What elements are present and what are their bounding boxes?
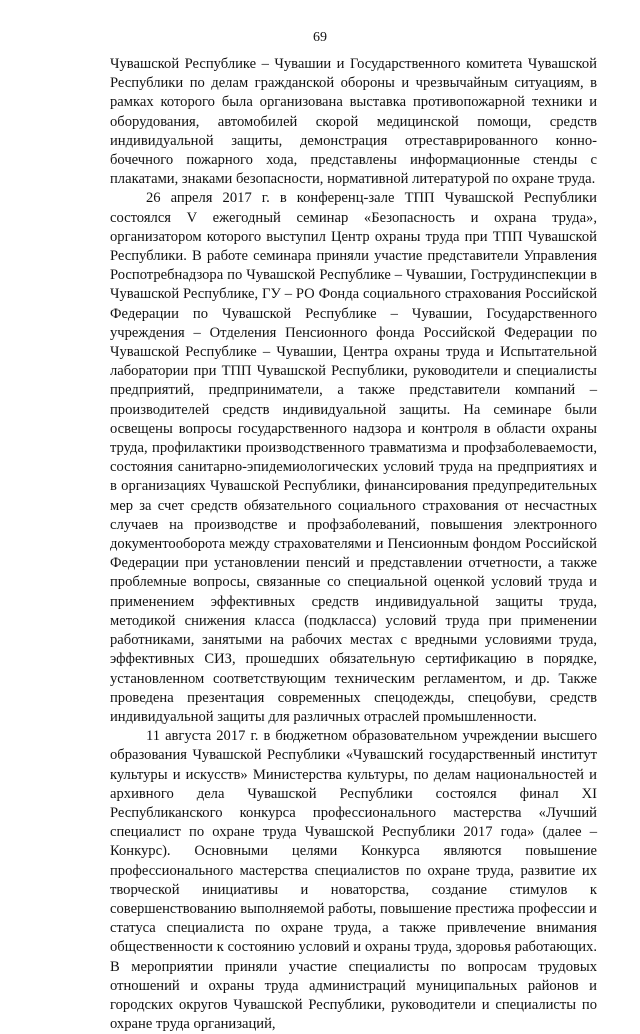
paragraph-contest: 11 августа 2017 г. в бюджетном образовательном учреждении высшего образования Чувашской Республики «Чувашский государственный институт культуры и искусств» Министерства культуры, по делам национальностей и архивного дела Чувашской Республики состоялся финал XI Республиканского конкурса профессионального мастерства «Лучший специалист по охране труда Чувашской Республики 2017 года» (далее – Конкурс). Основными целями Конкурса являются повышение профессионального мастерства специалистов по охране труда, развитие их творческой инициативы и новаторства, создание стимулов к совершенствованию выполняемой работы, повышение престижа профессии и статуса специалиста по охране труда, а также привлечение внимания общественности к состоянию условий и охраны труда, здоровья работающих. В мероприятии приняли участие специалисты по вопросам трудовых отношений и охраны труда администраций муниципальных районов и городских округов Чувашской Республики, руководители и специалисты по охране труда организаций, — [110, 728, 597, 1033]
page-number: 69 — [313, 30, 327, 45]
paragraph-seminar: 26 апреля 2017 г. в конференц-зале ТПП Чувашской Республики состоялся V ежегодный семинар «Безопасность и охрана труда», организатором которого выступил Центр охраны труда при ТПП Чувашской Республики. В работе семинара приняли участие представители Управления Роспотребнадзора по Чувашской Республике – Чувашии, Гострудинспекции в Чувашской Республике, ГУ – РО Фонда социального страхования Российской Федерации по Чувашской Республике – Чувашии, Государственного учреждения – Отделения Пенсионного фонда Российской Федерации по Чувашской Республике – Чувашии, Центра охраны труда и Испытательной лаборатории при ТПП Чувашской Республики, руководители и специалисты предприятий, предприниматели, а также представители компаний – производителей средств индивидуальной защиты. На семинаре были освещены вопросы государственного надзора и контроля в области охраны труда, профилактики производственного травматизма и профзаболеваемости, состояния санитарно-эпидемиологических условий труда на предприятиях и в организациях Чувашской Республики, финансирования предупредительных мер за счет средств обязательного социального страхования от несчастных случаев на производстве и профзаболеваний, повышения электронного документооборота между страхователями и Пенсионным фондом Российской Федерации при установлении пенсий и представлении отчетности, а также проблемные вопросы, связанные со специальной оценкой условий труда и применением эффективных средств индивидуальной защиты труда, методикой снижения класса (подкласса) условий труда при применении работниками, занятыми на рабочих местах с вредными условиями труда, эффективных СИЗ, прошедших обязательную сертификацию в порядке, установленном соответствующим техническим регламентом, и др. Также проведена презентация современных спецодежды, спецобуви, средств индивидуальной защиты для различных отраслей промышленности. — [110, 190, 597, 725]
body-text — [110, 55, 597, 1034]
paragraph-continuation: Чувашской Республике – Чувашии и Государственного комитета Чувашской Республики по делам гражданской обороны и чрезвычайным ситуациям, в рамках которого была организована выставка противопожарной техники и оборудования, автомобилей скорой медицинской помощи, средств индивидуальной защиты, демонстрация отреставрированного конно-бочечного пожарного хода, представлены информационные стенды с плакатами, знаками безопасности, нормативной литературой по охране труда. — [110, 56, 597, 188]
